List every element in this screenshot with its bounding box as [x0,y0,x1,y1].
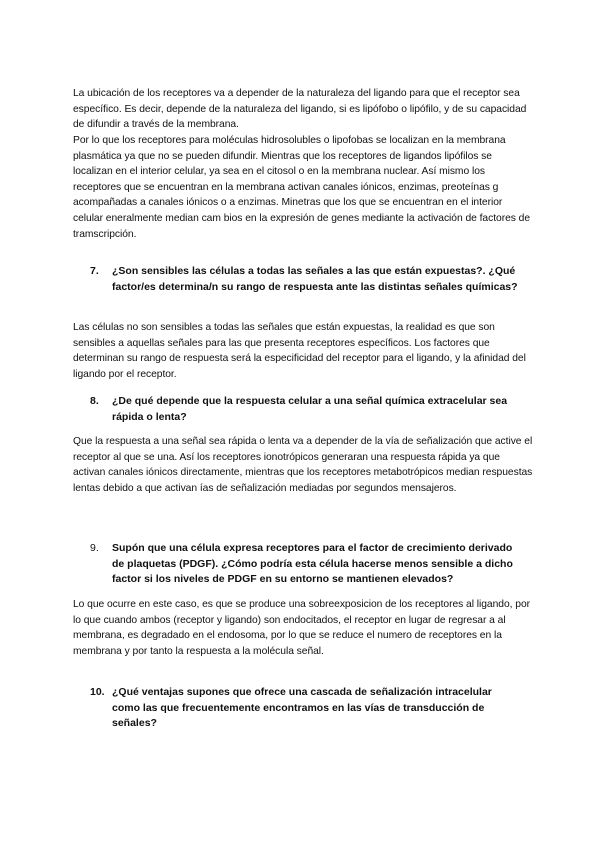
question-9 [90,541,525,588]
question-text: ¿Qué ventajas supones que ofrece una cascada de señalización intracelular como las que frecuentemente encontramos en las vías de transducción de señales? [112,686,492,730]
intro-paragraph-1: La ubicación de los receptores va a depender de la naturaleza del ligando para que el receptor sea específico. Es decir, depende de la naturaleza del ligando, si es lipófobo o lipófilo, y de su capacidad de difundir a través de la membrana. [73,88,527,131]
question-text: ¿Son sensibles las células a todas las señales a las que están expuestas?. ¿Qué factor/es determina/n su rango de respuesta ante las distintas señales químicas? [112,265,518,293]
question-7 [90,264,520,295]
question-number: 7. [90,265,99,277]
answer-9: Lo que ocurre en este caso, es que se produce una sobreexposicion de los receptores al ligando, por lo que cuando ambos (receptor y ligando) son endocitados, el receptor en lugar de regresar a al membrana, es degradado en el endosoma, por lo que se reduce el numero de receptores en la membrana y por tanto la respuesta a la molécula señal. [73,599,530,657]
question-text: ¿De qué depende que la respuesta celular a una señal química extracelular sea rápida o lenta? [112,395,508,423]
question-10 [90,685,520,732]
answer-8: Que la respuesta a una señal sea rápida o lenta va a depender de la vía de señalización que active el receptor al que se una. Así los receptores ionotrópicos generaran una respuesta rápida ya que activan canales iónicos directamente, mientras que los receptores metabotrópicos median respuestas lentas debido a que activan ías de señalización mediadas por segundos mensajeros. [73,436,533,494]
question-number: 8. [90,395,99,407]
question-number: 9. [90,542,99,554]
question-number: 10. [90,686,105,698]
question-8 [90,394,520,425]
intro-paragraph-2: Por lo que los receptores para moléculas hidrosolubles o lipofobas se localizan en la membrana plasmática ya que no se pueden difundir. Mientras que los receptores de ligandos lipófilos se localizan en el interior celular, ya sea en el citosol o en la membrana nuclear. Así mismo los receptores que se encuentran en la membrana activan canales iónicos, enzimas, preoteínas g acompañadas a canales iónicos o a enzimas. Minetras que los que se encuentran en el interior celular eneralmente median cam bios en la expresión de genes mediante la activación de factores de tramscripción. [73,135,531,240]
answer-7: Las células no son sensibles a todas las señales que están expuestas, la realidad es que son sensibles a aquellas señales para las que presenta receptores específicos. Los factores que determinan su rango de respuesta será la especificidad del receptor para el ligando, y la afinidad del ligando por el receptor. [73,322,526,380]
question-text: Supón que una célula expresa receptores para el factor de crecimiento derivado de plaquetas (PDGF). ¿Cómo podría esta célula hacerse menos sensible a dicho factor si los niveles de PDGF en su entorno se mantienen elevados? [112,542,513,586]
